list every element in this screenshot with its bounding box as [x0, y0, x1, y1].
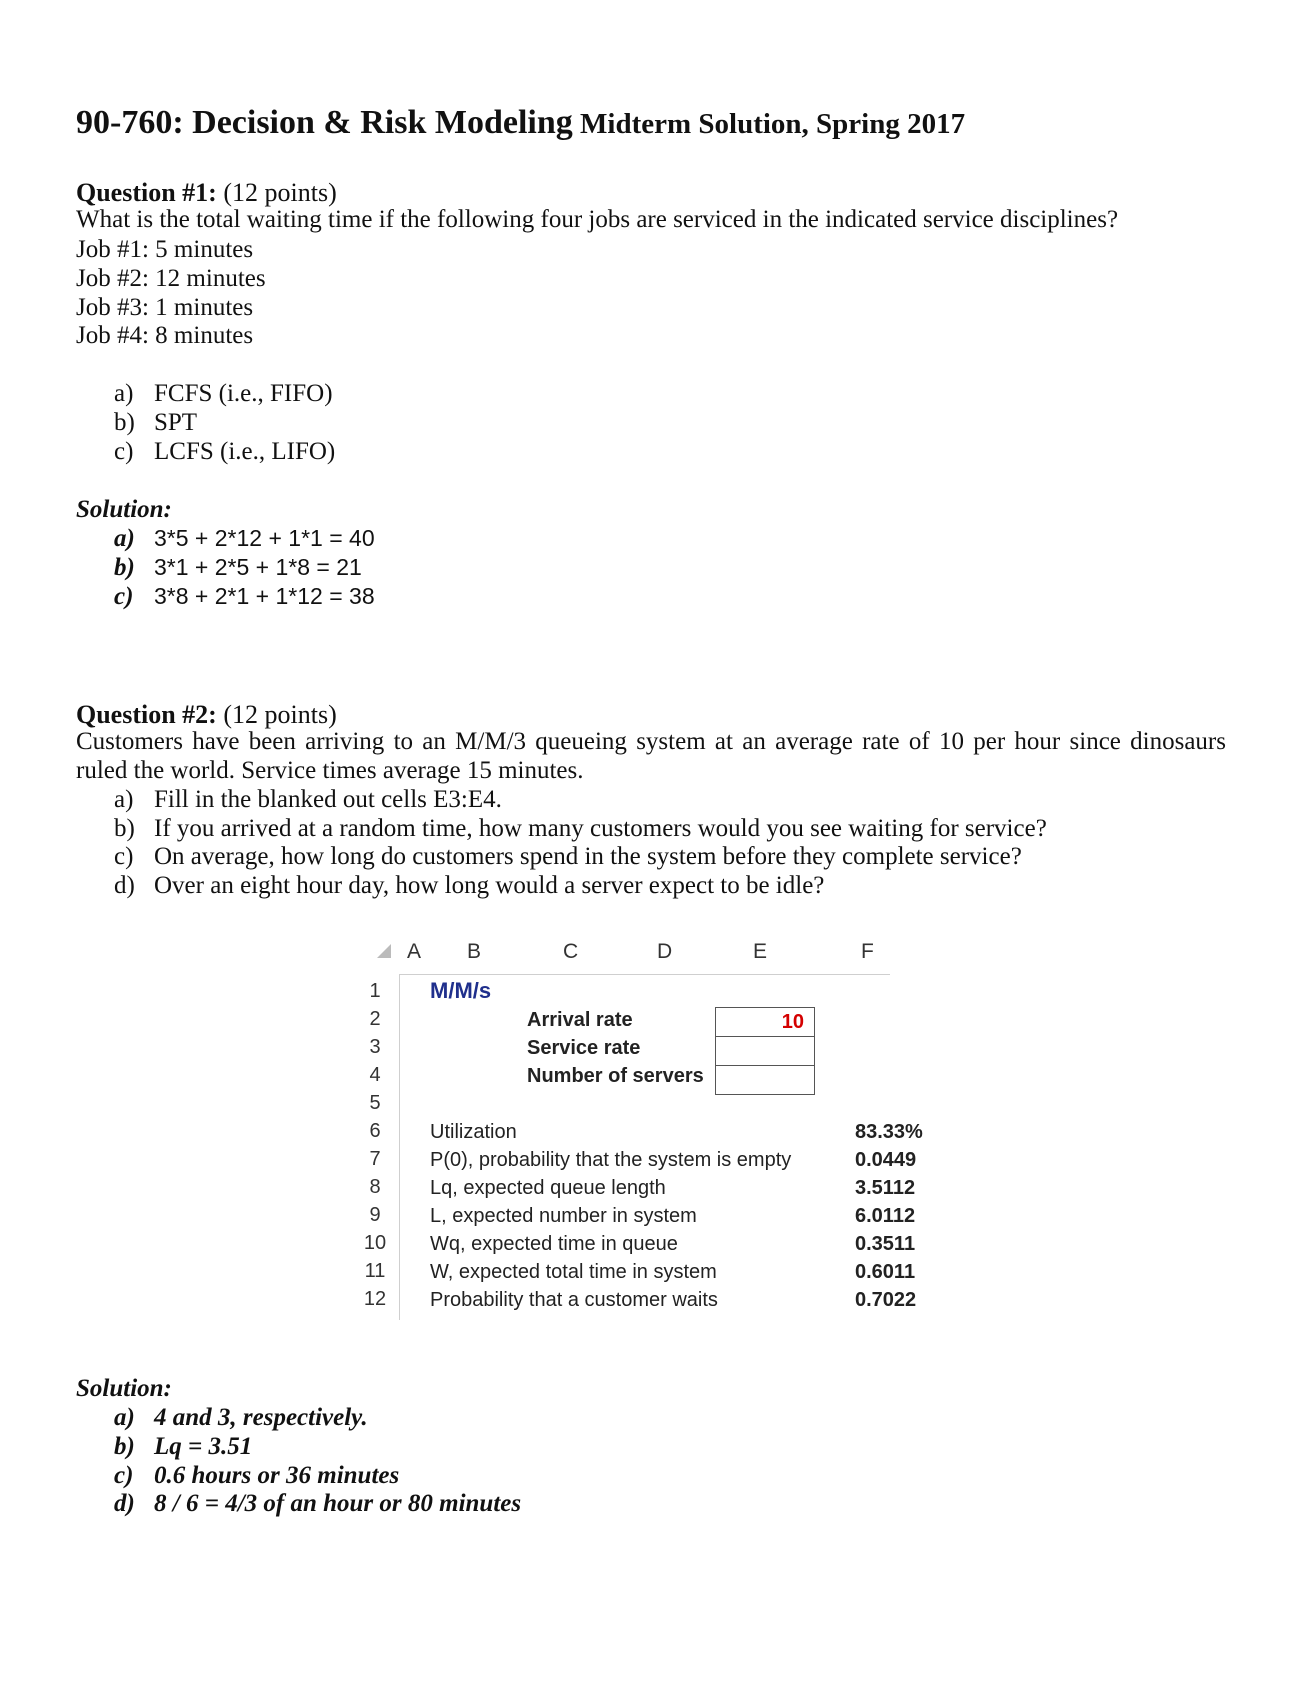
course-title: 90-760: Decision & Risk Modeling — [76, 104, 573, 141]
job-item: Job #3: 1 minutes — [76, 294, 254, 321]
option-mark: a) — [114, 380, 134, 407]
solution-text: 3*5 + 2*12 + 1*1 = 40 — [154, 525, 375, 551]
option-text: On average, how long do customers spend in the system before they complete service? — [154, 843, 1022, 870]
option-mark: a) — [114, 786, 134, 813]
column-header: D — [657, 940, 673, 963]
question-2-label: Question #2: — [76, 700, 217, 729]
job-item: Job #2: 12 minutes — [76, 265, 266, 292]
row-number: 7 — [369, 1148, 381, 1170]
column-header: A — [407, 940, 422, 963]
option-mark: c) — [114, 438, 134, 465]
row-number: 6 — [369, 1120, 381, 1142]
q2-solution-item — [114, 1433, 252, 1461]
output-label: Wq, expected time in queue — [430, 1233, 678, 1255]
q2-solution-item — [114, 1490, 521, 1518]
solution-text: 3*8 + 2*1 + 1*12 = 38 — [154, 583, 375, 609]
column-header: C — [563, 940, 579, 963]
column-header: E — [753, 940, 768, 963]
q1-option — [114, 380, 333, 408]
q2-option — [114, 872, 824, 900]
question-1-points: (12 points) — [223, 178, 337, 207]
spreadsheet — [355, 940, 935, 1325]
question-2-prompt: Customers have been arriving to an M/M/3 queueing system at an average rate of 10 per hour since dinosaurs ruled the world. Service times average 15 minutes. — [76, 728, 1226, 784]
row-number: 9 — [369, 1204, 381, 1226]
output-value: 0.6011 — [855, 1261, 916, 1283]
output-value: 83.33% — [855, 1121, 923, 1143]
q1-option — [114, 409, 197, 437]
column-header: F — [861, 940, 874, 963]
job-item: Job #1: 5 minutes — [76, 236, 254, 263]
output-value: 0.7022 — [855, 1289, 917, 1311]
solution-text: 4 and 3, respectively. — [154, 1404, 368, 1431]
row-number: 5 — [369, 1092, 381, 1114]
output-label: W, expected total time in system — [430, 1261, 717, 1283]
question-1-heading — [76, 178, 337, 208]
input-label: Service rate — [527, 1037, 641, 1059]
number-of-servers-cell[interactable] — [715, 1065, 815, 1095]
job-item: Job #4: 8 minutes — [76, 322, 254, 349]
input-label: Arrival rate — [527, 1009, 633, 1031]
row-number: 2 — [369, 1008, 381, 1030]
question-2-points: (12 points) — [223, 700, 337, 729]
column-header-border — [400, 974, 890, 975]
q2-option — [114, 815, 1047, 843]
row-number: 3 — [369, 1036, 381, 1058]
question-1-label: Question #1: — [76, 178, 217, 207]
row-number: 8 — [369, 1176, 381, 1198]
q1-solution-item — [114, 554, 362, 582]
row-number: 1 — [369, 980, 381, 1002]
solution-mark: c) — [114, 1462, 134, 1489]
option-text: Fill in the blanked out cells E3:E4. — [154, 786, 502, 813]
q2-solution-item — [114, 1404, 368, 1432]
option-text: FCFS (i.e., FIFO) — [154, 380, 333, 407]
solution-mark: b) — [114, 554, 135, 581]
solution-text: 0.6 hours or 36 minutes — [154, 1462, 400, 1489]
q1-solution-heading: Solution: — [76, 496, 172, 523]
q2-option — [114, 843, 1022, 871]
output-label: L, expected number in system — [430, 1205, 697, 1227]
q1-solution-item — [114, 583, 375, 611]
option-text: LCFS (i.e., LIFO) — [154, 438, 336, 465]
option-text: If you arrived at a random time, how many customers would you see waiting for service? — [154, 815, 1047, 842]
option-text: Over an eight hour day, how long would a server expect to be idle? — [154, 872, 825, 899]
output-value: 3.5112 — [855, 1177, 916, 1199]
option-mark: b) — [114, 409, 135, 436]
exam-title: Midterm Solution, Spring 2017 — [572, 108, 966, 140]
question-1-prompt: What is the total waiting time if the following four jobs are serviced in the indicated service disciplines? — [76, 206, 1119, 233]
q2-solution-heading: Solution: — [76, 1375, 172, 1402]
output-label: P(0), probability that the system is empty — [430, 1149, 792, 1171]
q1-solution-item — [114, 525, 375, 553]
arrival-rate-cell[interactable] — [715, 1007, 815, 1037]
row-number: 4 — [369, 1064, 381, 1086]
row-number: 11 — [364, 1260, 386, 1282]
solution-text: 8 / 6 = 4/3 of an hour or 80 minutes — [154, 1490, 522, 1517]
input-label: Number of servers — [527, 1065, 704, 1087]
option-text: SPT — [154, 409, 198, 436]
model-title: M/M/s — [430, 978, 492, 1003]
q2-solution-item — [114, 1462, 399, 1490]
output-label: Utilization — [430, 1121, 517, 1143]
input-value: 10 — [781, 1011, 804, 1033]
q2-option — [114, 786, 502, 814]
option-mark: d) — [114, 872, 135, 899]
output-label: Lq, expected queue length — [430, 1177, 666, 1199]
option-mark: c) — [114, 843, 134, 870]
row-number: 12 — [363, 1288, 387, 1310]
solution-mark: a) — [114, 1404, 135, 1431]
solution-mark: c) — [114, 583, 134, 610]
solution-mark: a) — [114, 525, 135, 552]
select-all-corner — [377, 944, 391, 958]
page-title — [76, 104, 965, 142]
solution-text: 3*1 + 2*5 + 1*8 = 21 — [154, 554, 362, 580]
output-value: 0.3511 — [855, 1233, 916, 1255]
q1-option — [114, 438, 335, 466]
row-header-border — [399, 974, 400, 1320]
row-number: 10 — [363, 1232, 387, 1254]
service-rate-cell[interactable] — [715, 1036, 815, 1066]
solution-text: Lq = 3.51 — [154, 1433, 253, 1460]
question-2-heading — [76, 700, 337, 730]
solution-mark: d) — [114, 1490, 135, 1517]
output-label: Probability that a customer waits — [430, 1289, 718, 1311]
solution-mark: b) — [114, 1433, 135, 1460]
output-value: 6.0112 — [855, 1205, 916, 1227]
column-header: B — [467, 940, 482, 963]
option-mark: b) — [114, 815, 135, 842]
output-value: 0.0449 — [855, 1149, 917, 1171]
